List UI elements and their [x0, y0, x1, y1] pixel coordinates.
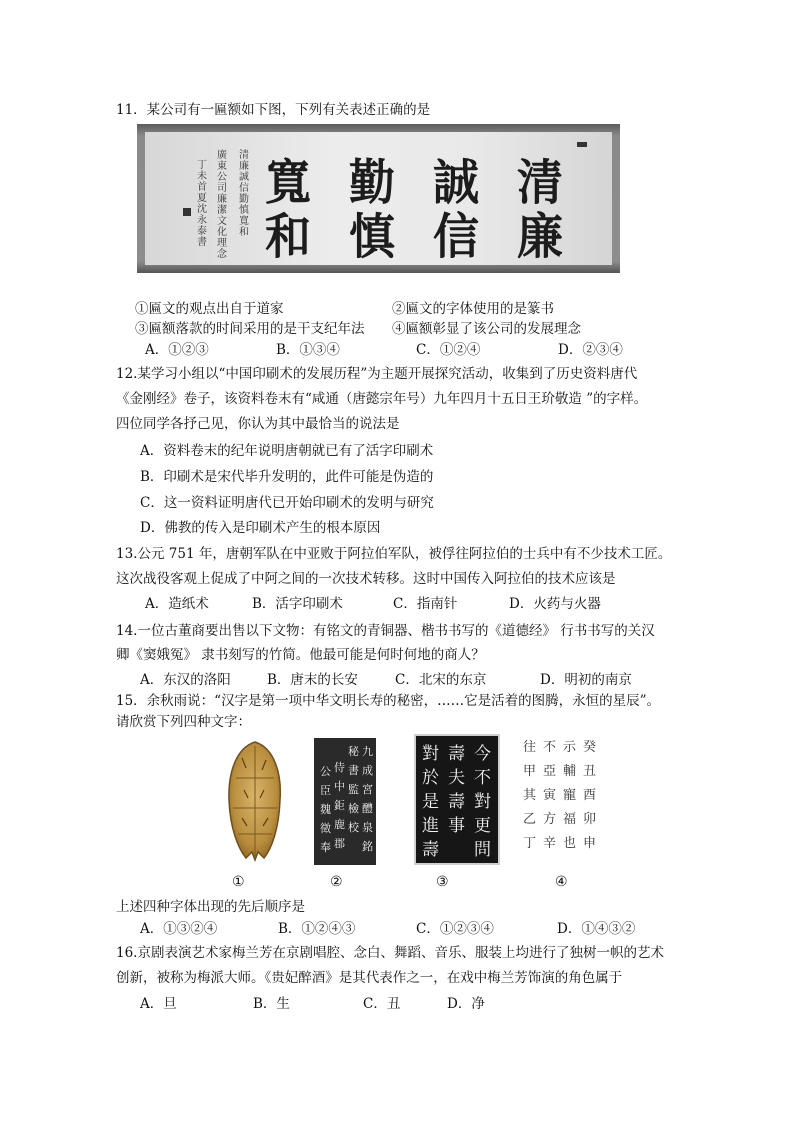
q13-option-d[interactable]: D．火药与火器 — [509, 596, 601, 612]
q14-stem: 卿《窦娥冤》 隶书刻写的竹简。他最可能是何时何地的商人？ — [116, 647, 485, 663]
seal-stamp — [577, 142, 587, 147]
bronze-column: 往甲其乙丁 — [523, 740, 537, 851]
rubbing-column: 侍中鉅鹿郡 — [334, 761, 345, 850]
q14-stem: 14.一位古董商要出售以下文物：有铭文的青铜器、楷书书写的《道德经》 行书书写的关汉 — [116, 623, 655, 639]
bronze-column: 示輔寵福也 — [563, 740, 577, 851]
q15-option-c[interactable]: C．①②③④ — [416, 921, 494, 937]
plaque-char: 慎 — [349, 207, 397, 265]
q12-option-b[interactable]: B．印刷术是宋代毕升发明的，此件可能是伪造的 — [140, 469, 434, 485]
q11-option-a[interactable]: A．①②③ — [145, 342, 209, 358]
q12-option-d[interactable]: D．佛教的传入是印刷术产生的根本原因 — [140, 520, 381, 536]
q16-stem: 16.京剧表演艺术家梅兰芳在京剧唱腔、念白、舞蹈、音乐、服装上均进行了独树一帜的艺术 — [116, 945, 664, 961]
rubbing-column: 九成宮醴泉銘 — [362, 745, 373, 853]
q11-stem: 11．某公司有一匾额如下图，下列有关表述正确的是 — [116, 102, 431, 118]
q12-stem: 四位同学各抒己见，你认为其中最恰当的说法是 — [116, 416, 400, 432]
q12-option-c[interactable]: C．这一资料证明唐代已开始印刷术的发明与研究 — [140, 495, 434, 511]
rubbing-column: 公臣魏徵奉 — [320, 765, 331, 854]
plaque-char: 勤 — [349, 153, 397, 211]
clerical-column: 對於是進壽 — [422, 744, 439, 860]
turtle-shell-icon — [224, 738, 286, 865]
rubbing-column: 秘書監檢校 — [348, 745, 359, 834]
q14-option-d[interactable]: D．明初的南京 — [540, 672, 632, 688]
q11-option-b[interactable]: B．①③④ — [276, 342, 340, 358]
q13-option-a[interactable]: A．造纸术 — [145, 596, 209, 612]
plaque-panel — [145, 132, 612, 265]
image-caption-3: ③ — [436, 874, 449, 890]
clerical-column: 壽夫壽事 — [448, 744, 465, 836]
plaque-char: 和 — [265, 207, 313, 265]
rubbing-image — [314, 738, 376, 865]
q16-option-a[interactable]: A．旦 — [140, 996, 177, 1012]
image-caption-4: ④ — [555, 874, 568, 890]
q14-option-a[interactable]: A．东汉的洛阳 — [140, 672, 231, 688]
q13-stem: 这次战役客观上促成了中阿之间的一次技术转移。这时中国传入阿拉伯的技术应该是 — [116, 571, 616, 587]
q15-question: 上述四种字体出现的先后顺序是 — [116, 899, 305, 915]
plaque-inscription: 丁未首夏沈永泰書 — [197, 160, 207, 248]
q13-stem: 13.公元 751 年，唐朝军队在中亚败于阿拉伯军队，被俘往阿拉伯的士兵中有不少技术工匠。 — [116, 546, 672, 562]
q12-stem: 《金刚经》卷子，该资料卷末有“咸通（唐懿宗年号）九年四月十五日王玠敬造 ”的字样。 — [116, 391, 648, 407]
q11-option-d[interactable]: D．②③④ — [558, 342, 623, 358]
q15-stem: 15．余秋雨说：“汉字是第一项中华文明长寿的秘密，……它是活着的图腾，永恒的星辰”。 — [116, 693, 660, 709]
plaque-image — [137, 124, 620, 273]
q15-option-a[interactable]: A．①③②④ — [140, 921, 218, 937]
oracle-bone-image — [224, 738, 286, 865]
q13-option-c[interactable]: C．指南针 — [393, 596, 458, 612]
plaque-char: 廉 — [517, 207, 565, 265]
clerical-column: 今不對更問 — [474, 744, 491, 860]
plaque-char: 清 — [517, 153, 565, 211]
bronze-column: 癸丑酉卯申 — [583, 740, 597, 851]
q14-option-c[interactable]: C．北宋的东京 — [395, 672, 487, 688]
q11-option-c[interactable]: C．①②④ — [416, 342, 481, 358]
q11-statement: ②匾文的字体使用的是篆书 — [392, 301, 554, 317]
plaque-char: 寬 — [265, 153, 313, 211]
clerical-script-image — [414, 734, 500, 865]
bronze-script-image — [519, 736, 599, 866]
image-caption-2: ② — [330, 874, 343, 890]
q16-option-d[interactable]: D．净 — [447, 996, 485, 1012]
q15-stem: 请欣赏下列四种文字： — [116, 714, 251, 730]
plaque-inscription: 清廉誠信勤慎寬和 — [239, 150, 249, 238]
seal-stamp — [183, 208, 191, 216]
q11-statement: ③匾额落款的时间采用的是干支纪年法 — [135, 321, 365, 337]
q16-option-b[interactable]: B．生 — [253, 996, 290, 1012]
q13-option-b[interactable]: B．活字印刷术 — [252, 596, 343, 612]
q12-option-a[interactable]: A．资料卷末的纪年说明唐朝就已有了活字印刷术 — [140, 443, 434, 459]
q11-statement: ④匾额彰显了该公司的发展理念 — [392, 321, 581, 337]
q11-statement: ①匾文的观点出自于道家 — [135, 301, 284, 317]
plaque-char: 信 — [433, 207, 481, 265]
q15-option-b[interactable]: B．①②④③ — [278, 921, 356, 937]
image-caption-1: ① — [232, 874, 245, 890]
q12-stem: 12.某学习小组以“中国印刷术的发展历程”为主题开展探究活动，收集到了历史资料唐代 — [116, 366, 638, 382]
q15-option-d[interactable]: D．①④③② — [557, 921, 636, 937]
plaque-char: 誠 — [433, 153, 481, 211]
q14-option-b[interactable]: B．唐末的长安 — [267, 672, 358, 688]
bronze-column: 不亞寅方辛 — [543, 740, 557, 851]
q16-option-c[interactable]: C．丑 — [363, 996, 401, 1012]
plaque-inscription: 廣東公司廉潔文化理念 — [217, 150, 227, 260]
q16-stem: 创新，被称为梅派大师。《贵妃醉酒》是其代表作之一，在戏中梅兰芳饰演的角色属于 — [116, 970, 623, 986]
